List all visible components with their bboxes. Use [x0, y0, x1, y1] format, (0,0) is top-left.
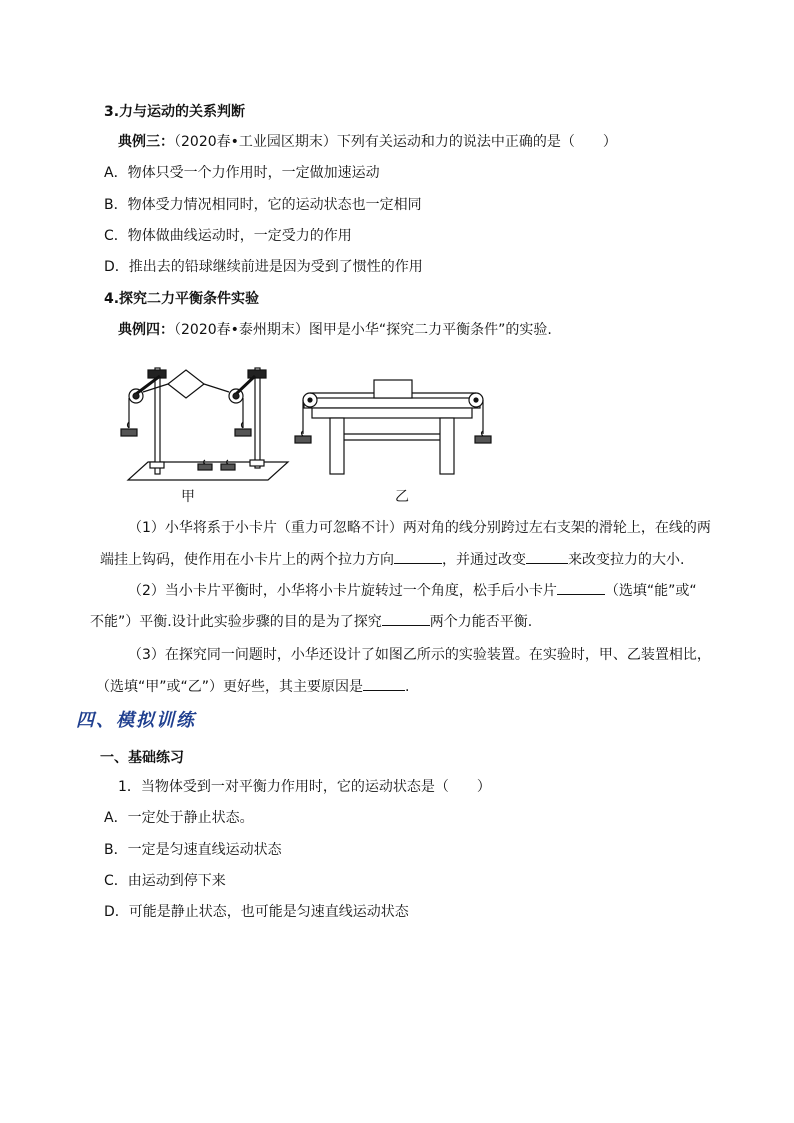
apparatus-jia-figure [118, 356, 290, 486]
practice-option-b: B．一定是匀速直线运动状态 [104, 842, 282, 858]
figure-label-yi: 乙 [395, 489, 409, 505]
q1-line2 [100, 549, 684, 570]
topic3-option-c: C．物体做曲线运动时，一定受力的作用 [104, 228, 352, 244]
example3-line [118, 132, 617, 152]
q2-blank-1[interactable] [557, 580, 605, 595]
example4-label: 典例四： [118, 322, 174, 338]
q1-blank-1[interactable] [394, 549, 442, 564]
section-title: 四、模拟训练 [76, 710, 196, 731]
example4-text: （2020春•泰州期末）图甲是小华“探究二力平衡条件”的实验. [174, 322, 552, 338]
q2-line2 [90, 611, 532, 632]
q3-blank-1[interactable] [363, 676, 405, 691]
q2-text-b: （选填“能”或“ [604, 583, 697, 599]
q1-line1: （1）小华将系于小卡片（重力可忽略不计）两对角的线分别跨过左右支架的滑轮上，在线的两 [128, 520, 711, 536]
practice-option-c: C．由运动到停下来 [104, 873, 226, 889]
practice-option-d: D．可能是静止状态，也可能是匀速直线运动状态 [104, 904, 409, 920]
apparatus-yi-figure [290, 376, 500, 476]
topic3-option-b: B．物体受力情况相同时，它的运动状态也一定相同 [104, 197, 422, 213]
example4-line [118, 320, 552, 340]
figure-label-jia: 甲 [181, 489, 195, 505]
practice-q1-text: 1．当物体受到一对平衡力作用时，它的运动状态是（ ） [118, 779, 491, 795]
q1-text-b: ，并通过改变 [442, 552, 526, 568]
q3-line1: （3）在探究同一问题时，小华还设计了如图乙所示的实验装置。在实验时，甲、乙装置相比， [128, 647, 711, 663]
q1-blank-2[interactable] [526, 549, 568, 564]
q2-text-a: （2）当小卡片平衡时，小华将小卡片旋转过一个角度，松手后小卡片 [128, 583, 557, 599]
topic4-heading: 4.探究二力平衡条件实验 [104, 291, 260, 307]
q3-text-b: . [405, 679, 410, 695]
topic3-option-a: A．物体只受一个力作用时，一定做加速运动 [104, 165, 380, 181]
q3-text-a: （选填“甲”或“乙”）更好些，其主要原因是 [96, 679, 364, 695]
q2-text-c: 不能”）平衡.设计此实验步骤的目的是为了探究 [90, 614, 382, 630]
q1-text-a: 端挂上钩码，使作用在小卡片上的两个拉力方向 [100, 552, 394, 568]
q2-blank-2[interactable] [382, 611, 430, 626]
practice-option-a: A．一定处于静止状态。 [104, 810, 254, 826]
q2-line1 [128, 580, 697, 601]
topic3-option-d: D．推出去的铅球继续前进是因为受到了惯性的作用 [104, 259, 423, 275]
example3-text: （2020春•工业园区期末）下列有关运动和力的说法中正确的是（ ） [174, 134, 617, 150]
example3-label: 典例三： [118, 134, 174, 150]
q2-text-d: 两个力能否平衡. [429, 614, 533, 630]
basic-practice-heading: 一、基础练习 [100, 750, 184, 766]
q3-line2 [96, 676, 409, 697]
topic3-heading: 3.力与运动的关系判断 [104, 104, 246, 120]
q1-text-c: 来改变拉力的大小. [568, 552, 685, 568]
